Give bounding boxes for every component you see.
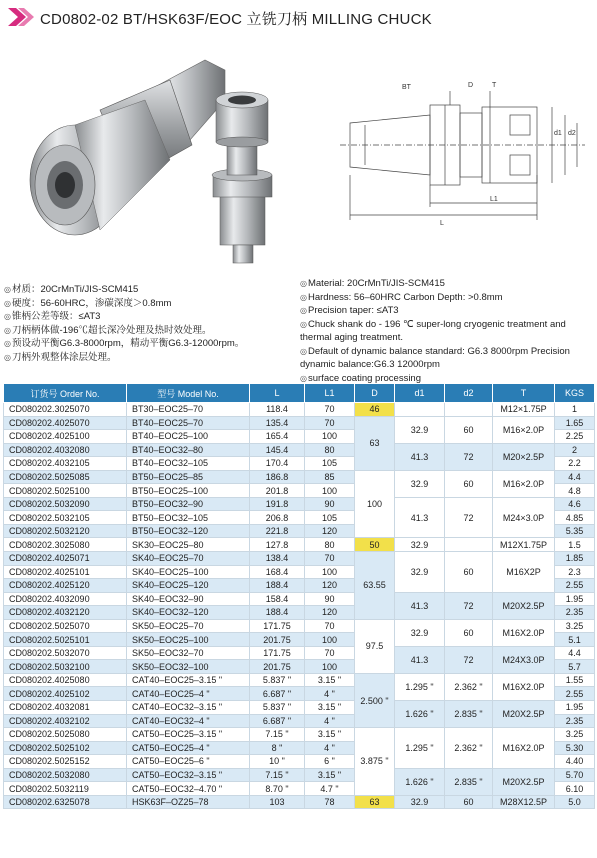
table-row	[4, 592, 595, 606]
table-cell: 60	[445, 795, 493, 809]
table-cell: M28X12.5P	[493, 795, 555, 809]
table-cell: CD080202.5025070	[4, 619, 127, 633]
specs-table	[3, 383, 595, 809]
table-cell: 70	[305, 646, 355, 660]
table-cell: 5.837 "	[250, 701, 305, 715]
table-cell: 5.30	[555, 741, 595, 755]
table-cell: CD080202.4025120	[4, 579, 127, 593]
label-l: L	[440, 220, 444, 227]
table-cell: 46	[355, 403, 395, 417]
table-cell: SK50–EOC25–70	[127, 619, 250, 633]
specs-english	[300, 277, 596, 385]
table-cell: 168.4	[250, 565, 305, 579]
spec-line: ◎锥柄公差等级：≤AT3	[4, 311, 101, 322]
table-cell: 188.4	[250, 606, 305, 620]
table-cell: 188.4	[250, 579, 305, 593]
table-cell: 3.15 "	[305, 673, 355, 687]
table-cell: 138.4	[250, 552, 305, 566]
table-cell: 1.295 "	[395, 728, 445, 769]
table-cell: 50	[355, 538, 395, 552]
table-cell: SK50–EOC32–70	[127, 646, 250, 660]
table-cell: 201.8	[250, 484, 305, 498]
table-cell: 6 "	[305, 755, 355, 769]
table-cell: 3.15 "	[305, 728, 355, 742]
table-cell: CD080202.4032120	[4, 606, 127, 620]
table-cell: 2.35	[555, 714, 595, 728]
table-cell: 2.500 "	[355, 673, 395, 727]
table-cell: 32.9	[395, 552, 445, 593]
table-cell: BT40–EOC32–105	[127, 457, 250, 471]
table-cell: CD080202.4025080	[4, 673, 127, 687]
table-cell: 4.6	[555, 497, 595, 511]
table-cell: CD080202.4025071	[4, 552, 127, 566]
label-d1: d1	[554, 130, 562, 137]
table-cell: 70	[305, 403, 355, 417]
table-cell: 2.35	[555, 606, 595, 620]
table-cell: 191.8	[250, 497, 305, 511]
table-row	[4, 646, 595, 660]
label-t: T	[492, 82, 497, 89]
table-cell: CD080202.4025100	[4, 430, 127, 444]
table-cell: 4 "	[305, 687, 355, 701]
table-cell: 221.8	[250, 524, 305, 538]
spec-line: ◎surface coating processing	[300, 372, 421, 384]
col-kgs: KGS	[555, 384, 595, 403]
table-cell: 2.835 "	[445, 768, 493, 795]
table-cell: 7.15 "	[250, 768, 305, 782]
table-cell: 70	[305, 619, 355, 633]
table-cell: 2.362 "	[445, 673, 493, 700]
table-cell: 5.837 "	[250, 673, 305, 687]
table-cell: 60	[445, 552, 493, 593]
table-cell: 1.295 "	[395, 673, 445, 700]
table-cell: 4.85	[555, 511, 595, 525]
table-cell: 170.4	[250, 457, 305, 471]
table-cell: 3.15 "	[305, 768, 355, 782]
table-cell: CD080202.5025102	[4, 741, 127, 755]
table-cell: M20X2.5P	[493, 592, 555, 619]
table-cell: CD080202.4032081	[4, 701, 127, 715]
table-cell: 165.4	[250, 430, 305, 444]
table-cell: M16×2.0P	[493, 470, 555, 497]
label-bt: BT	[402, 84, 411, 91]
table-cell: CAT40–EOC25–4 "	[127, 687, 250, 701]
table-row	[4, 470, 595, 484]
table-cell: 6.687 "	[250, 687, 305, 701]
table-cell: 1.626 "	[395, 701, 445, 728]
col-d1: d1	[395, 384, 445, 403]
table-cell: CD080202.4032090	[4, 592, 127, 606]
double-chevron-icon	[6, 6, 36, 28]
table-cell: CAT50–EOC32–4.70 "	[127, 782, 250, 796]
table-cell: SK30–EOC25–80	[127, 538, 250, 552]
table-cell: 135.4	[250, 416, 305, 430]
col-d: D	[355, 384, 395, 403]
table-cell: 100	[305, 633, 355, 647]
table-header	[4, 384, 595, 403]
table-row	[4, 552, 595, 566]
table-cell: 1.85	[555, 552, 595, 566]
table-cell: 186.8	[250, 470, 305, 484]
table-cell: 41.3	[395, 443, 445, 470]
table-cell: 32.9	[395, 470, 445, 497]
table-cell: 1.626 "	[395, 768, 445, 795]
table-cell: 2.55	[555, 579, 595, 593]
table-cell: 72	[445, 497, 493, 538]
specs-chinese	[4, 283, 294, 364]
table-cell: 103	[250, 795, 305, 809]
table-cell: BT50–EOC32–120	[127, 524, 250, 538]
table-cell: 32.9	[395, 795, 445, 809]
table-row	[4, 701, 595, 715]
table-cell: 6.10	[555, 782, 595, 796]
spec-line: ◎硬度：56-60HRC，渗碳深度＞0.8mm	[4, 297, 172, 309]
table-cell: 206.8	[250, 511, 305, 525]
spec-line: ◎Default of dynamic balance standard: G6.3 8000rpm Precision dynamic balance:G6.3 12000rpm	[300, 345, 570, 370]
table-cell: M16X2.0P	[493, 619, 555, 646]
table-row	[4, 538, 595, 552]
col-l1: L1	[305, 384, 355, 403]
table-cell: 1.65	[555, 416, 595, 430]
table-cell: CAT50–EOC25–4 "	[127, 741, 250, 755]
table-row	[4, 673, 595, 687]
table-cell: BT50–EOC32–105	[127, 511, 250, 525]
table-cell: BT40–EOC25–100	[127, 430, 250, 444]
table-cell: M20X2.5P	[493, 768, 555, 795]
table-cell: BT50–EOC25–100	[127, 484, 250, 498]
table-cell: 145.4	[250, 443, 305, 457]
table-cell: 3.25	[555, 619, 595, 633]
table-cell: 5.0	[555, 795, 595, 809]
table-cell: 41.3	[395, 497, 445, 538]
table-cell: 118.4	[250, 403, 305, 417]
table-cell	[395, 403, 445, 417]
table-cell: 1.55	[555, 673, 595, 687]
table-cell: 4.7 "	[305, 782, 355, 796]
table-row	[4, 403, 595, 417]
table-cell: 4.4	[555, 646, 595, 660]
table-cell: 63.55	[355, 552, 395, 620]
table-cell: CAT40–EOC25–3.15 "	[127, 673, 250, 687]
table-cell: CD080202.3025070	[4, 403, 127, 417]
table-cell: 201.75	[250, 660, 305, 674]
table-cell: SK40–EOC25–120	[127, 579, 250, 593]
table-cell: 100	[305, 430, 355, 444]
table-cell: 100	[305, 484, 355, 498]
table-cell: CD080202.5032105	[4, 511, 127, 525]
table-cell: BT50–EOC25–85	[127, 470, 250, 484]
table-cell: 100	[305, 565, 355, 579]
table-cell: 1.5	[555, 538, 595, 552]
table-cell: BT50–EOC32–90	[127, 497, 250, 511]
table-cell: CAT40–EOC32–3.15 "	[127, 701, 250, 715]
table-cell: M20X2.5P	[493, 701, 555, 728]
table-cell: CD080202.5032070	[4, 646, 127, 660]
spec-line: ◎刀柄外观整体涂层处理。	[4, 351, 117, 363]
table-row	[4, 619, 595, 633]
table-row	[4, 728, 595, 742]
table-cell: CD080202.4025102	[4, 687, 127, 701]
table-cell: CD080202.5025152	[4, 755, 127, 769]
table-cell: 90	[305, 497, 355, 511]
label-d2: d2	[568, 130, 576, 137]
table-cell: 2.25	[555, 430, 595, 444]
table-cell: CD080202.5025085	[4, 470, 127, 484]
table-cell: 5.35	[555, 524, 595, 538]
table-cell: 127.8	[250, 538, 305, 552]
table-cell: 4.4	[555, 470, 595, 484]
table-cell: CAT50–EOC25–6 "	[127, 755, 250, 769]
col-t: T	[493, 384, 555, 403]
col-model-no: 型号 Model No.	[127, 384, 250, 403]
col-order-no: 订货号 Order No.	[4, 384, 127, 403]
table-cell: 90	[305, 592, 355, 606]
spec-line: ◎Material: 20CrMnTi/JIS-SCM415	[300, 278, 445, 289]
table-cell: 60	[445, 470, 493, 497]
technical-drawing	[340, 75, 585, 235]
table-cell: 70	[305, 416, 355, 430]
table-cell: CD080202.4032102	[4, 714, 127, 728]
table-cell: 80	[305, 443, 355, 457]
table-cell: 72	[445, 443, 493, 470]
label-d: D	[468, 82, 474, 89]
table-cell: M20×2.5P	[493, 443, 555, 470]
table-cell: 100	[305, 660, 355, 674]
table-cell: 2.2	[555, 457, 595, 471]
spec-line: ◎预设动平衡G6.3-8000rpm，精动平衡G6.3-12000rpm。	[4, 338, 245, 349]
table-cell: 3.15 "	[305, 701, 355, 715]
table-row	[4, 768, 595, 782]
table-cell: 201.75	[250, 633, 305, 647]
table-cell: SK50–EOC32–100	[127, 660, 250, 674]
table-cell: 171.75	[250, 646, 305, 660]
table-cell: BT40–EOC25–70	[127, 416, 250, 430]
table-cell: 32.9	[395, 416, 445, 443]
table-cell: 78	[305, 795, 355, 809]
table-cell: 63	[355, 795, 395, 809]
table-cell: M12X1.75P	[493, 538, 555, 552]
table-cell: CD080202.5032090	[4, 497, 127, 511]
table-cell: 4.40	[555, 755, 595, 769]
table-cell: 6.687 "	[250, 714, 305, 728]
table-cell: SK40–EOC25–70	[127, 552, 250, 566]
col-l: L	[250, 384, 305, 403]
table-cell: 5.1	[555, 633, 595, 647]
table-cell: 60	[445, 619, 493, 646]
table-cell: BT40–EOC32–80	[127, 443, 250, 457]
table-cell: 10 "	[250, 755, 305, 769]
table-cell: 70	[305, 552, 355, 566]
table-cell: 80	[305, 538, 355, 552]
table-cell: 1.95	[555, 592, 595, 606]
table-cell: BT30–EOC25–70	[127, 403, 250, 417]
table-cell: 72	[445, 646, 493, 673]
spec-line: ◎材质：20CrMnTi/JIS-SCM415	[4, 284, 139, 295]
table-cell: M16X2P	[493, 552, 555, 593]
table-cell: M24×3.0P	[493, 497, 555, 538]
table-cell: 2.362 "	[445, 728, 493, 769]
table-cell	[445, 538, 493, 552]
table-cell: 2	[555, 443, 595, 457]
table-cell: 3.875 "	[355, 728, 395, 796]
table-cell: 85	[305, 470, 355, 484]
table-cell: 171.75	[250, 619, 305, 633]
table-cell: 1	[555, 403, 595, 417]
table-cell: 4 "	[305, 741, 355, 755]
spec-line: ◎Precision taper: ≤AT3	[300, 305, 399, 316]
table-cell: 2.55	[555, 687, 595, 701]
table-cell: M16×2.0P	[493, 416, 555, 443]
label-l1: L1	[490, 196, 498, 203]
table-cell: 4.8	[555, 484, 595, 498]
table-cell: 63	[355, 416, 395, 470]
table-cell: 7.15 "	[250, 728, 305, 742]
col-d2: d2	[445, 384, 493, 403]
table-cell: 72	[445, 592, 493, 619]
table-cell: CD080202.5032100	[4, 660, 127, 674]
table-cell: 4 "	[305, 714, 355, 728]
table-cell: HSK63F–OZ25–78	[127, 795, 250, 809]
table-row	[4, 795, 595, 809]
table-cell: CD080202.5032119	[4, 782, 127, 796]
spec-line: ◎Hardness: 56–60HRC Carbon Depth: >0.8mm	[300, 291, 503, 303]
table-cell: 2.835 "	[445, 701, 493, 728]
table-cell: 105	[305, 511, 355, 525]
table-cell: CAT40–EOC32–4 "	[127, 714, 250, 728]
table-cell: SK40–EOC25–100	[127, 565, 250, 579]
table-cell: CAT50–EOC25–3.15 "	[127, 728, 250, 742]
table-cell: CD080202.5032120	[4, 524, 127, 538]
table-cell: CD080202.3025080	[4, 538, 127, 552]
table-cell: CD080202.5025101	[4, 633, 127, 647]
milling-chuck-photo	[20, 40, 310, 265]
table-cell: 158.4	[250, 592, 305, 606]
table-cell: CD080202.6325078	[4, 795, 127, 809]
table-row	[4, 416, 595, 430]
table-row	[4, 497, 595, 511]
table-cell: 41.3	[395, 646, 445, 673]
page-header	[0, 0, 597, 34]
table-cell: 8 "	[250, 741, 305, 755]
table-cell: 2.3	[555, 565, 595, 579]
table-cell: 120	[305, 524, 355, 538]
table-cell: CD080202.4025070	[4, 416, 127, 430]
table-cell: 32.9	[395, 619, 445, 646]
table-cell: 32.9	[395, 538, 445, 552]
table-cell: SK40–EOC32–120	[127, 606, 250, 620]
table-cell: M12×1.75P	[493, 403, 555, 417]
table-cell: 5.7	[555, 660, 595, 674]
page-title: CD0802-02 BT/HSK63F/EOC 立铣刀柄 MILLING CHUCK	[40, 11, 432, 28]
table-cell: 60	[445, 416, 493, 443]
table-cell: 97.5	[355, 619, 395, 673]
table-cell: CD080202.5025100	[4, 484, 127, 498]
table-cell: CD080202.5032080	[4, 768, 127, 782]
table-cell	[445, 403, 493, 417]
table-cell: M24X3.0P	[493, 646, 555, 673]
table-cell: CD080202.4032080	[4, 443, 127, 457]
table-cell: M16X2.0P	[493, 728, 555, 769]
table-row	[4, 443, 595, 457]
table-cell: 105	[305, 457, 355, 471]
table-cell: 100	[355, 470, 395, 538]
table-cell: CD080202.5025080	[4, 728, 127, 742]
table-cell: 3.25	[555, 728, 595, 742]
table-cell: CD080202.4032105	[4, 457, 127, 471]
table-cell: SK50–EOC25–100	[127, 633, 250, 647]
spec-line: ◎刀柄柄体做-196℃超长深冷处理及热时效处理。	[4, 324, 212, 336]
table-cell: 120	[305, 579, 355, 593]
table-cell: 5.70	[555, 768, 595, 782]
spec-line: ◎Chuck shank do - 196 ℃ super-long cryogenic treatment and thermal aging treatment.	[300, 318, 566, 343]
table-cell: 41.3	[395, 592, 445, 619]
table-cell: 1.95	[555, 701, 595, 715]
table-cell: 8.70 "	[250, 782, 305, 796]
table-cell: CD080202.4025101	[4, 565, 127, 579]
table-cell: CAT50–EOC32–3.15 "	[127, 768, 250, 782]
table-cell: M16X2.0P	[493, 673, 555, 700]
table-cell: 120	[305, 606, 355, 620]
table-cell: SK40–EOC32–90	[127, 592, 250, 606]
